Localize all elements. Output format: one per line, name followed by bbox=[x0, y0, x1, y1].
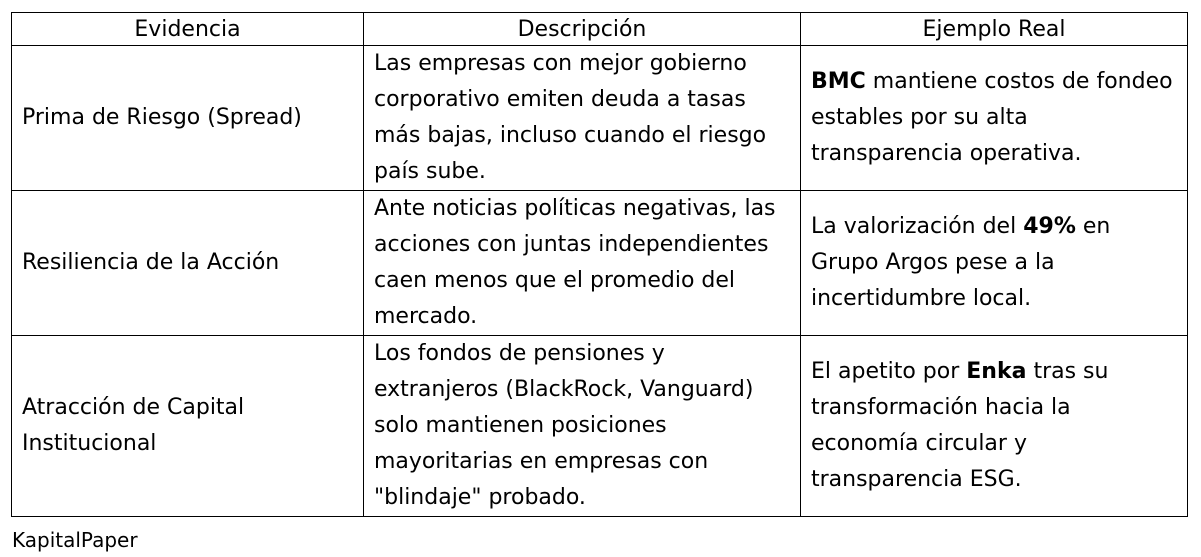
example-text: mantiene costos de fondeo estables por su alta transparencia operativa. bbox=[811, 69, 1173, 166]
example-text: El apetito por bbox=[811, 359, 967, 384]
evidence-cell: Resiliencia de la Acción bbox=[12, 191, 364, 336]
evidence-cell: Atracción de Capital Institucional bbox=[12, 336, 364, 517]
table-row bbox=[12, 336, 1188, 517]
example-highlight: Enka bbox=[966, 359, 1027, 384]
evidence-table bbox=[11, 12, 1188, 517]
example-cell bbox=[801, 191, 1188, 336]
table-row bbox=[12, 46, 1188, 191]
example-cell bbox=[801, 46, 1188, 191]
example-cell bbox=[801, 336, 1188, 517]
description-cell: Los fondos de pensiones y extranjeros (BlackRock, Vanguard) solo mantienen posiciones mayoritarias en empresas con "blindaje" probado. bbox=[364, 336, 801, 517]
description-cell: Ante noticias políticas negativas, las acciones con juntas independientes caen menos que el promedio del mercado. bbox=[364, 191, 801, 336]
example-highlight: BMC bbox=[811, 69, 866, 94]
table-row bbox=[12, 191, 1188, 336]
example-text: La valorización del bbox=[811, 214, 1024, 239]
table-header-row bbox=[12, 13, 1188, 46]
evidence-cell: Prima de Riesgo (Spread) bbox=[12, 46, 364, 191]
example-text: tras su transformación hacia la economía circular y transparencia ESG. bbox=[811, 359, 1109, 492]
column-header-descripcion: Descripción bbox=[364, 13, 801, 46]
example-text: en Grupo Argos pese a la incertidumbre local. bbox=[811, 214, 1111, 311]
footer-brand: KapitalPaper bbox=[12, 528, 138, 552]
column-header-evidencia: Evidencia bbox=[12, 13, 364, 46]
column-header-ejemplo-real: Ejemplo Real bbox=[801, 13, 1188, 46]
example-highlight: 49% bbox=[1023, 214, 1076, 239]
description-cell: Las empresas con mejor gobierno corporativo emiten deuda a tasas más bajas, incluso cuando el riesgo país sube. bbox=[364, 46, 801, 191]
